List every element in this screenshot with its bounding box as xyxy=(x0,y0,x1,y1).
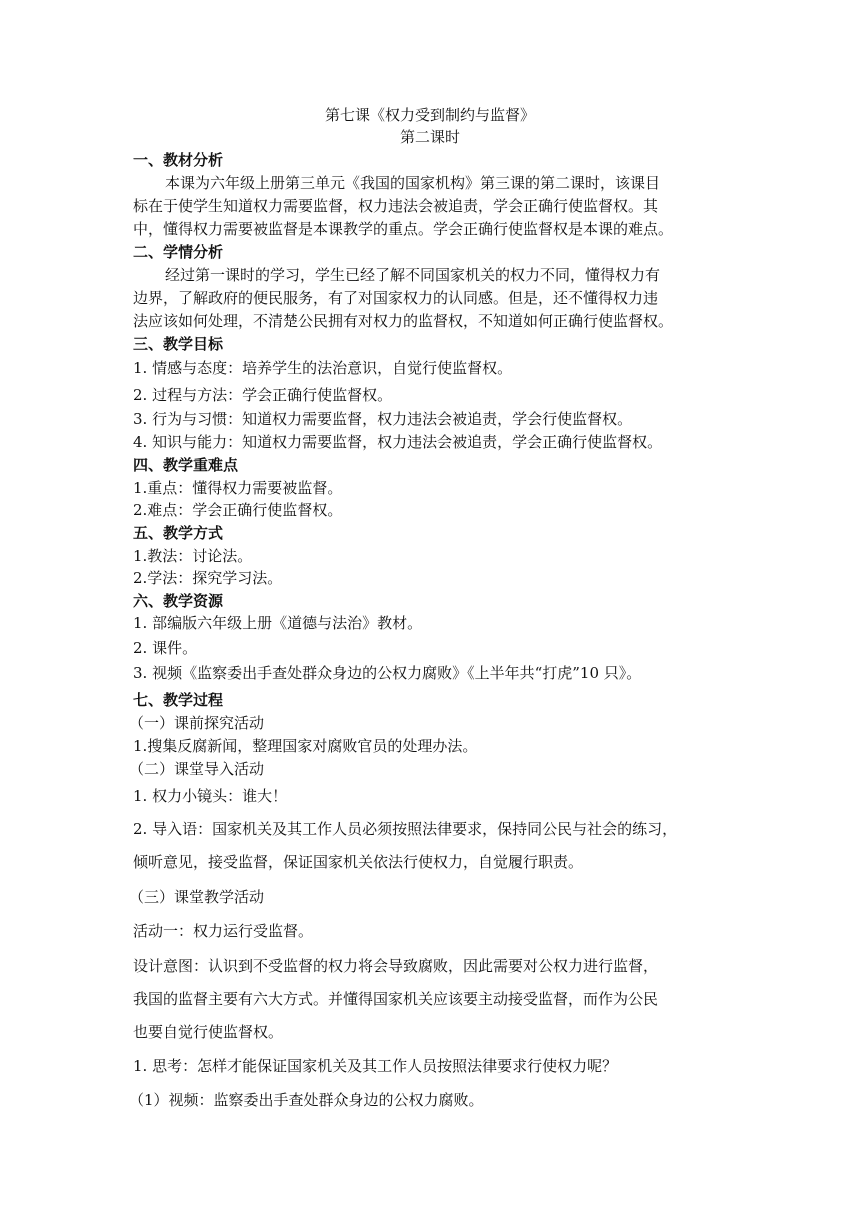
list-item: 1.教法：讨论法。 xyxy=(133,547,253,565)
list-item: 3. 视频《监察委出手查处群众身边的公权力腐败》《上半年共“打虎”10 只》。 xyxy=(133,664,642,682)
paragraph-line: 法应该如何处理，不清楚公民拥有对权力的监督权，不知道如何正确行使监督权。 xyxy=(133,312,674,330)
paragraph-line: 我国的监督主要有六大方式。并懂得国家机关应该要主动接受监督，而作为公民 xyxy=(133,990,659,1008)
title-block xyxy=(0,104,860,148)
section-heading-2: 二、学情分析 xyxy=(133,243,224,261)
paragraph-line: 经过第一课时的学习，学生已经了解不同国家机关的权力不同，懂得权力有 xyxy=(165,266,661,284)
paragraph-line: 标在于使学生知道权力需要监督，权力违法会被追责，学会正确行使监督权。其 xyxy=(133,197,659,215)
section-heading-1: 一、教材分析 xyxy=(133,151,224,169)
subsection-heading: （一）课前探究活动 xyxy=(129,714,265,732)
section-heading-5: 五、教学方式 xyxy=(133,524,224,542)
paragraph-line: 边界，了解政府的便民服务，有了对国家权力的认同感。但是，还不懂得权力违 xyxy=(133,289,659,307)
subsection-heading: （三）课堂教学活动 xyxy=(129,888,265,906)
list-item: 1. 情感与态度：培养学生的法治意识，自觉行使监督权。 xyxy=(133,359,513,377)
paragraph-line: 设计意图：认识到不受监督的权力将会导致腐败，因此需要对公权力进行监督， xyxy=(133,957,659,975)
list-item: 4. 知识与能力：知道权力需要监督，权力违法会被追责，学会正确行使监督权。 xyxy=(133,433,663,451)
paragraph-line: 活动一：权力运行受监督。 xyxy=(133,922,314,940)
list-item: 1.重点：懂得权力需要被监督。 xyxy=(133,479,343,497)
paragraph-line: 本课为六年级上册第三单元《我国的国家机构》第三课的第二课时，该课目 xyxy=(165,174,661,192)
paragraph-line: （1）视频：监察委出手查处群众身边的公权力腐败。 xyxy=(129,1091,484,1109)
paragraph-line: 也要自觉行使监督权。 xyxy=(133,1023,284,1041)
list-item: 1. 部编版六年级上册《道德与法治》教材。 xyxy=(133,614,423,632)
list-item: 1.搜集反腐新闻，整理国家对腐败官员的处理办法。 xyxy=(133,737,478,755)
section-heading-4: 四、教学重难点 xyxy=(133,456,239,474)
list-item: 1. 权力小镜头：谁大！ xyxy=(133,787,288,805)
paragraph-line: 倾听意见，接受监督，保证国家机关依法行使权力，自觉履行职责。 xyxy=(133,853,584,871)
section-heading-7: 七、教学过程 xyxy=(133,691,224,709)
doc-title: 第七课《权力受到制约与监督》 xyxy=(324,106,535,124)
list-item: 2. 过程与方法：学会正确行使监督权。 xyxy=(133,386,393,404)
list-item: 3. 行为与习惯：知道权力需要监督，权力违法会被追责，学会行使监督权。 xyxy=(133,410,633,428)
section-heading-6: 六、教学资源 xyxy=(133,592,224,610)
list-item: 2. 课件。 xyxy=(133,639,198,657)
paragraph-line: 2. 导入语：国家机关及其工作人员必须按照法律要求，保持同公民与社会的练习， xyxy=(133,820,678,838)
doc-subtitle: 第二课时 xyxy=(399,128,460,146)
list-item: 2.学法：探究学习法。 xyxy=(133,569,283,587)
paragraph-line: 中，懂得权力需要被监督是本课教学的重点。学会正确行使监督权是本课的难点。 xyxy=(133,220,674,238)
paragraph-line: 1. 思考：怎样才能保证国家机关及其工作人员按照法律要求行使权力呢？ xyxy=(133,1057,618,1075)
list-item: 2.难点：学会正确行使监督权。 xyxy=(133,501,343,519)
subsection-heading: （二）课堂导入活动 xyxy=(129,760,265,778)
section-heading-3: 三、教学目标 xyxy=(133,335,224,353)
